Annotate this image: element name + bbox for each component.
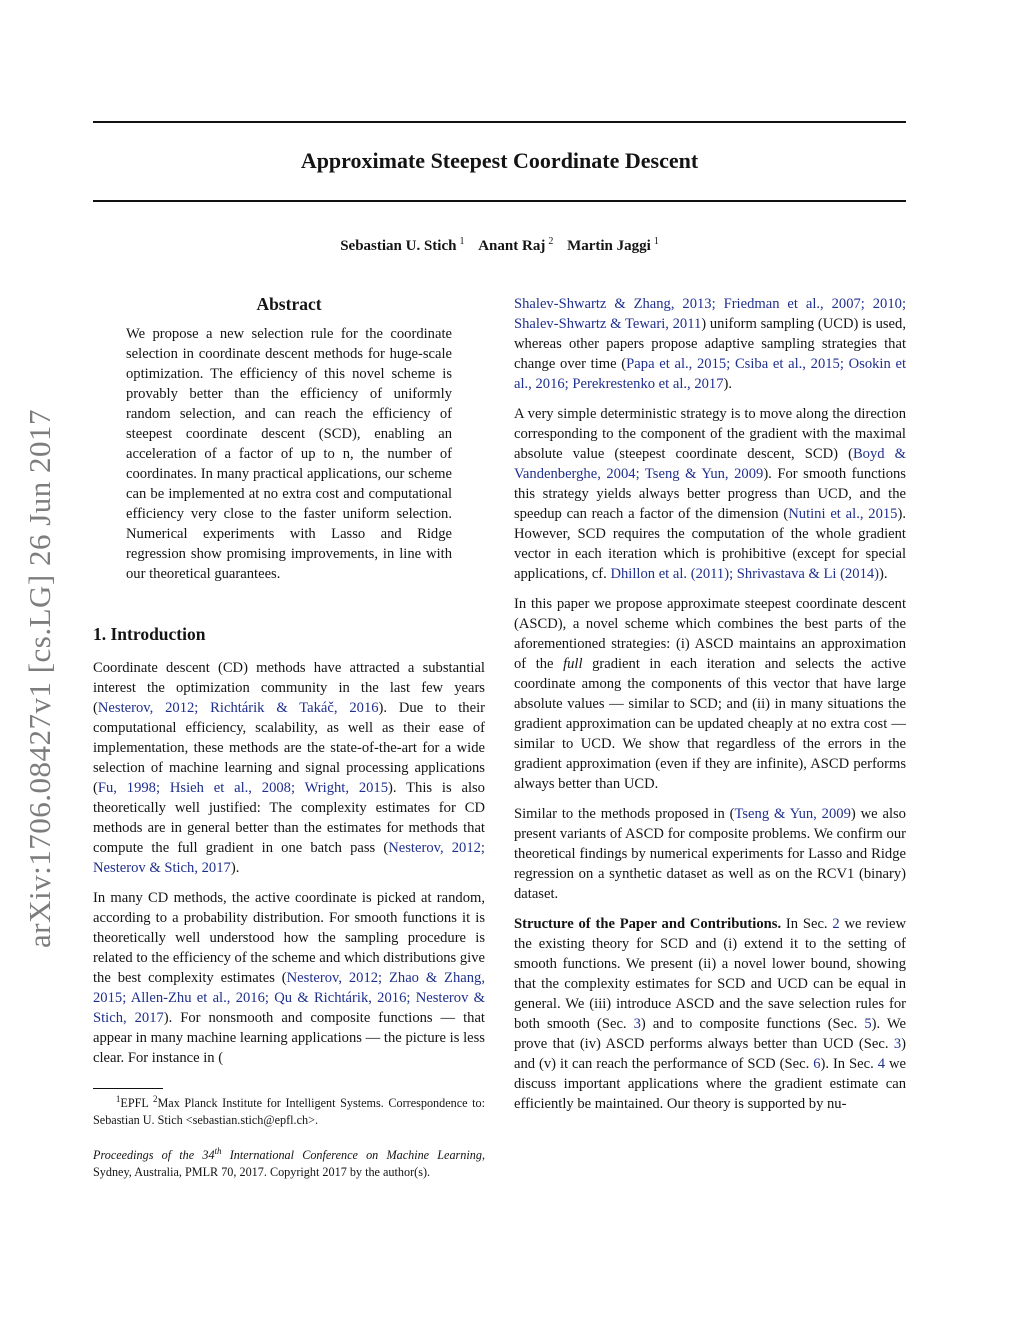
affiliation-footnote: $^1$EPFL $^2$Max Planck Institute for Intelligent Systems. Correspondence to: Sebastian U. Stich <sebastian.stich@epfl.ch>. [93, 1093, 485, 1127]
author [340, 238, 464, 254]
citation-link[interactable]: Tseng & Yun, 2009 [734, 806, 851, 822]
author [567, 238, 659, 254]
proceedings-note: Proceedings of the 34th International Conference on Machine Learning, Sydney, Australia, PMLR 70, 2017. Copyright 2017 by the author(s). [93, 1145, 485, 1179]
paragraph: A very simple deterministic strategy is to move along the direction corresponding to the component of the gradient with the maximal absolute value (steepest coordinate descent, SCD) (Boyd & Vandenberghe, 2004; Tseng & Yun, 2009). For smooth functions this strategy yields always better progress than UCD, and the speedup can reach a factor of the dimension (Nutini et al., 2015). However, SCD requires the computation of the whole gradient vector in each iteration which is prohibitive (except for special applications, cf. Dhillon et al. (2011); Shrivastava & Li (2014)). [514, 406, 907, 582]
paragraph-contributions: Structure of the Paper and Contributions. In Sec. 2 we review the existing theory for SCD and (i) extend it to the setting of smooth functions. We present (ii) a novel lower bound, showing that the complexity estimates for SCD and UCD can be equal in general. We (iii) introduce ASCD and the save selection rules for both smooth (Sec. 3) and to composite functions (Sec. 5). We prove that (iv) ASCD performs always better than UCD (Sec. 3) and (v) it can reach the performance of SCD (Sec. 6). In Sec. 4 we discuss important applications where the gradient estimate can efficiently be maintained. Our theory is supported by nu- [514, 916, 906, 1112]
citation-link[interactable]: Dhillon et al. (2011); Shrivastava & Li (2014) [610, 566, 880, 582]
author-name: Anant Raj [478, 238, 546, 254]
section-ref-link[interactable]: 2 [832, 916, 840, 932]
abstract-text: We propose a new selection rule for the coordinate selection in coordinate descent methods for huge-scale optimization. The efficiency of this novel scheme is provably better than the efficiency of uniformly random selection, and can reach the efficiency of steepest coordinate descent (SCD), enabling an acceleration of a factor of up to n, the number of coordinates. In many practical applications, our scheme can be implemented at no extra cost and computational efficiency very close to the faster uniform selection. Numerical experiments with Lasso and Ridge regression show promising improvements, in line with our theoretical guarantees. [126, 326, 452, 582]
author-name: Sebastian U. Stich [340, 238, 457, 254]
section-ref-link[interactable]: 5 [864, 1016, 872, 1032]
run-in-heading: Structure of the Paper and Contributions. [514, 916, 782, 932]
author-list [93, 235, 906, 257]
citation-link[interactable]: Boyd & Vandenberghe, 2004; Tseng & Yun, 2009 [514, 446, 907, 482]
paragraph: Similar to the methods proposed in (Tseng & Yun, 2009) we also present variants of ASCD for composite problems. We confirm our theoretical findings by numerical experiments for Lasso and Ridge regression on a synthetic dataset as well as on the RCV1 (binary) dataset. [514, 806, 906, 902]
author-affiliation-mark: 1 [653, 236, 659, 247]
left-column [93, 292, 485, 1181]
paragraph: In many CD methods, the active coordinate is picked at random, according to a probability distribution. For smooth functions it is theoretically well understood how the sampling procedure is related to the efficiency of the scheme and which distributions give the best complexity estimates (Nesterov, 2012; Zhao & Zhang, 2015; Allen-Zhu et al., 2016; Qu & Richtárik, 2016; Nesterov & Stich, 2017). For nonsmooth and composite functions — that appear in many machine learning applications — the picture is less clear. For instance in ( [93, 890, 486, 1066]
arxiv-identifier: arXiv:1706.08427v1 [cs.LG] 26 Jun 2017 [22, 408, 57, 948]
author [478, 238, 553, 254]
section-heading-introduction: 1. Introduction [93, 624, 206, 644]
title-rule-bottom [93, 200, 906, 202]
section-ref-link[interactable]: 3 [633, 1016, 641, 1032]
citation-link[interactable]: Shalev-Shwartz & Zhang, 2013; Friedman et al., 2007; 2010; Shalev-Shwartz & Tewari, 2011 [514, 296, 906, 332]
author-name: Martin Jaggi [567, 238, 651, 254]
right-column [514, 294, 906, 1124]
section-ref-link[interactable]: 4 [877, 1056, 886, 1072]
footnote-divider [93, 1088, 163, 1089]
citation-link[interactable]: Nutini et al., 2015 [788, 506, 898, 522]
author-affiliation-mark: 2 [548, 236, 554, 247]
paragraph-continued: Shalev-Shwartz & Zhang, 2013; Friedman et al., 2007; 2010; Shalev-Shwartz & Tewari, 2011) uniform sampling (UCD) is used, whereas other papers propose adaptive sampling strategies that change over time (Papa et al., 2015; Csiba et al., 2015; Osokin et al., 2016; Perekrestenko et al., 2017). [514, 296, 907, 392]
section-ref-link[interactable]: 6 [813, 1056, 821, 1072]
paragraph: Coordinate descent (CD) methods have attracted a substantial interest the optimization community in the last few years (Nesterov, 2012; Richtárik & Takáč, 2016). Due to their computational efficiency, scalability, as well as their ease of implementation, these methods are the state-of-the-art for a wide selection of machine learning and signal processing applications (Fu, 1998; Hsieh et al., 2008; Wright, 2015). This is also theoretically well justified: The complexity estimates for CD methods are in general better than the estimates for methods that compute the full gradient in one batch pass (Nesterov, 2012; Nesterov & Stich, 2017). [93, 660, 485, 876]
section-ref-link[interactable]: 3 [893, 1036, 902, 1052]
citation-link[interactable]: Fu, 1998; Hsieh et al., 2008; Wright, 2015 [97, 780, 389, 796]
paragraph: In this paper we propose approximate steepest coordinate descent (ASCD), a novel scheme which combines the best parts of the aforementioned strategies: (i) ASCD maintains an approximation of the full gradient in each iteration and selects the active coordinate among the components of this vector that have large absolute values — similar to SCD; and (ii) in many situations the gradient approximation can be updated cheaply at no extra cost — similar to UCD. We show that regardless of the errors in the gradient approximation (even if they are infinite), ASCD performs always better than UCD. [514, 596, 906, 792]
citation-link[interactable]: Papa et al., 2015; Csiba et al., 2015; Osokin et al., 2016; Perekrestenko et al., 2017 [514, 356, 907, 392]
citation-link[interactable]: Nesterov, 2012; Zhao & Zhang, 2015; Allen-Zhu et al., 2016; Qu & Richtárik, 2016; Nesterov & Stich, 2017 [93, 970, 485, 1026]
citation-link[interactable]: Nesterov, 2012; Richtárik & Takáč, 2016 [97, 700, 379, 716]
citation-link[interactable]: Nesterov, 2012; Nesterov & Stich, 2017 [93, 840, 485, 876]
title-rule-top [93, 121, 906, 123]
abstract-heading: Abstract [256, 294, 322, 314]
paper-title: Approximate Steepest Coordinate Descent [300, 148, 699, 173]
author-affiliation-mark: 1 [459, 236, 465, 247]
